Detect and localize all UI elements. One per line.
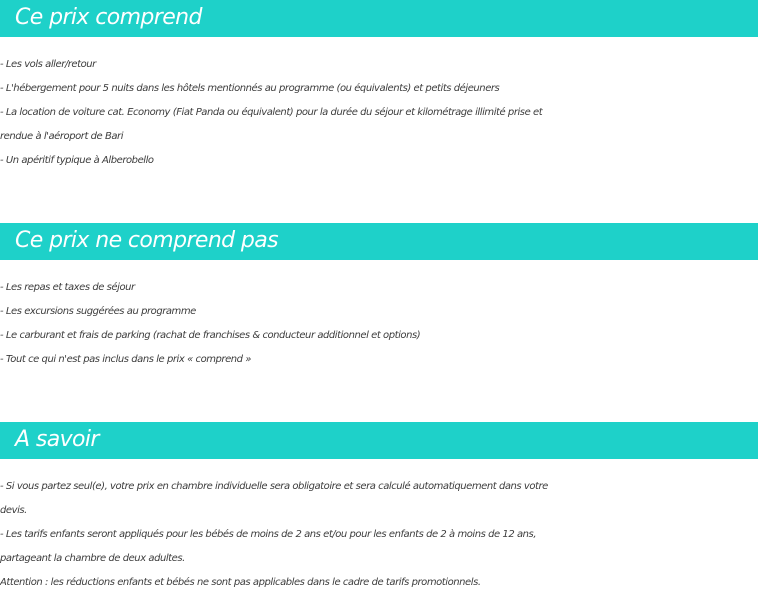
section-title: A savoir [15,427,99,452]
section-body-ne-comprend-pas [0,276,758,372]
list-item: - Si vous partez seul(e), votre prix en chambre individuelle sera obligatoire et sera calculé automatiquement dans votre [0,481,548,492]
list-item: - L'hébergement pour 5 nuits dans les hôtels mentionnés au programme (ou équivalents) et petits déjeuners [0,83,500,94]
list-item: - Les excursions suggérées au programme [0,306,196,317]
attention-note: Attention : les réductions enfants et bébés ne sont pas applicables dans le cadre de tarifs promotionnels. [0,577,481,588]
list-item: - Un apéritif typique à Alberobello [0,155,154,166]
section-title: Ce prix comprend [15,5,202,30]
list-item: - La location de voiture cat. Economy (Fiat Panda ou équivalent) pour la durée du séjour et kilométrage illimité prise et [0,107,543,118]
section-header-comprend [0,0,758,37]
section-title: Ce prix ne comprend pas [15,228,279,253]
list-item: - Les tarifs enfants seront appliqués pour les bébés de moins de 2 ans et/ou pour les enfants de 2 à moins de 12 ans, [0,529,537,540]
list-item: - Tout ce qui n'est pas inclus dans le prix « comprend » [0,354,252,365]
section-header-a-savoir [0,422,758,459]
section-header-ne-comprend-pas [0,223,758,260]
list-item: - Les repas et taxes de séjour [0,282,135,293]
list-item-continuation: partageant la chambre de deux adultes. [0,553,185,564]
list-item-continuation: rendue à l'aéroport de Bari [0,131,124,142]
list-item: - Les vols aller/retour [0,59,96,70]
section-body-a-savoir [0,475,758,595]
section-body-comprend [0,53,758,173]
list-item: - Le carburant et frais de parking (rachat de franchises & conducteur additionnel et options) [0,330,421,341]
list-item-continuation: devis. [0,505,27,516]
